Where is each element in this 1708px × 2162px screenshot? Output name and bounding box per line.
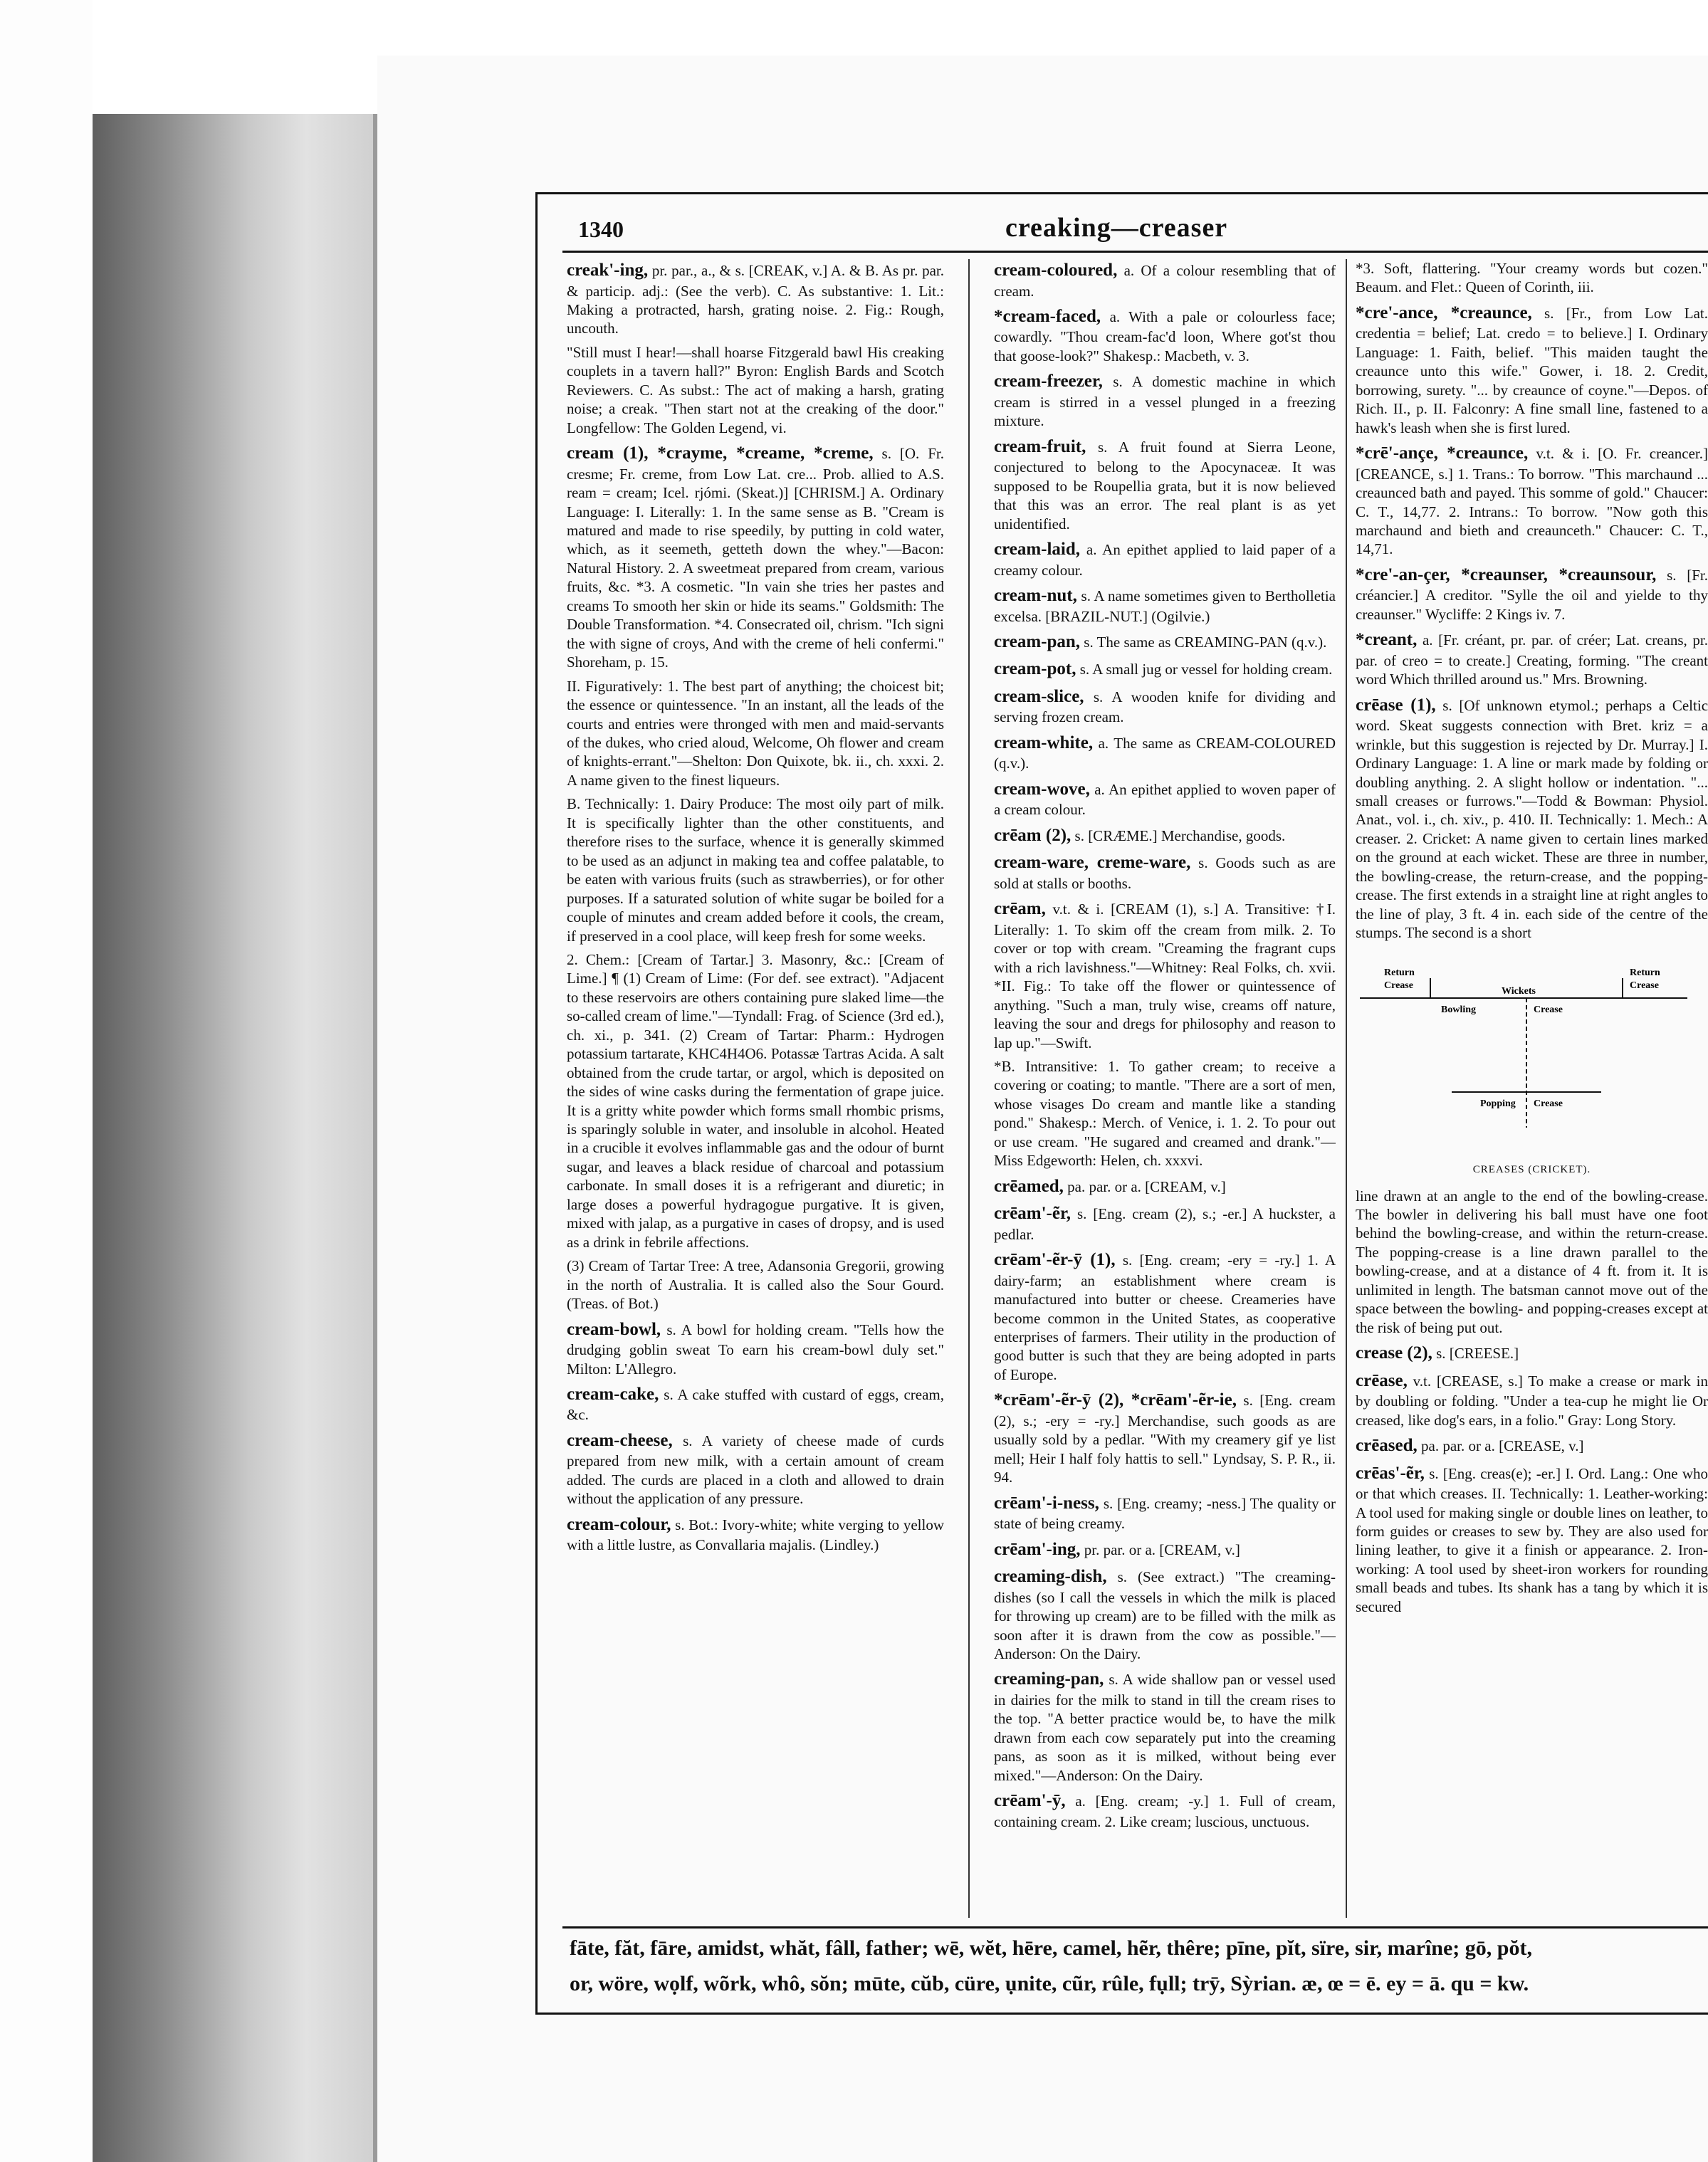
dictionary-entry (994, 631, 1336, 654)
dictionary-entry (994, 658, 1336, 681)
dictionary-entry (1356, 1342, 1708, 1365)
entry-text: pa. par. or a. [CREASE, v.] (1421, 1437, 1584, 1455)
entry-text: s. [CRÆME.] Merchandise, goods. (1074, 827, 1286, 844)
dictionary-entry (567, 1383, 944, 1424)
entry-headword: crēam'-ing, (994, 1539, 1081, 1559)
entry-headword: *cre'-ance, *creaunce, (1356, 303, 1532, 322)
label-crease-bowling: Crease (1534, 1004, 1563, 1015)
entry-text: a. Of a colour resembling that of cream. (994, 262, 1336, 300)
column-divider (1346, 259, 1347, 1918)
entry-text: s. [Eng. creas(e); -er.] I. Ord. Lang.: One who or that which creases. II. Technically: 1. Leather-working: A tool used for making single or double lines on leather, to form guides or creases to sew by. They are also used for lining leather, to give it a finish or appearance. 2. Iron-working: A tool used by sheet-iron workers for rounding small beads and tubes. Its shank has a tang by which it is secured (1356, 1464, 1708, 1615)
entry-headword: cream-ware, creme-ware, (994, 853, 1191, 873)
entry-headword: crēam'-ẽr, (994, 1204, 1072, 1224)
dictionary-entry (1356, 1434, 1708, 1457)
label-return-right: Return (1630, 967, 1660, 978)
dictionary-entry (994, 898, 1336, 1052)
entry-headword: cream-wove, (994, 779, 1090, 799)
dictionary-entry (1356, 1462, 1708, 1617)
dictionary-entry (1356, 1370, 1708, 1429)
dictionary-entry (994, 1249, 1336, 1384)
dictionary-entry (567, 1256, 944, 1313)
page-number: 1340 (578, 216, 624, 242)
entry-text: (3) Cream of Tartar Tree: A tree, Adansonia Gregorii, growing in the north of Australia. It is called also the Sour Gourd. (Treas. of Bot.) (567, 1257, 944, 1313)
entry-text: s. A name sometimes given to Bertholletia excelsa. [BRAZIL-NUT.] (Ogilvie.) (994, 587, 1336, 625)
entry-headword: cream-cheese, (567, 1430, 673, 1450)
entry-text: a. [Fr. créant, pr. par. of créer; Lat. creans, pr. par. of creo = to create.] Creating, forming. "The creant word Which thrilled around us." Mrs. Browning. (1356, 631, 1708, 688)
pronunciation-key-line-2: or, wöre, wọlf, wõrk, whô, sŏn; mūte, cŭb, cüre, ụnite, cũr, rûle, fụll; trȳ, Sỳrian. æ, œ = ē. ey = ā. qu = kw. (570, 1972, 1529, 1995)
entry-text: s. [O. Fr. cresme; Fr. creme, from Low Lat. cre... Prob. allied to A.S. ream = cream; Icel. rjómi. (Skeat.)] [CHRISM.] A. Ordinary Language: I. Literally: 1. In the same sense as B. "Cream is matured and made to rise speedily, by putting in cold water, which, as it seemeth, getteth down the whey."—Bacon: Natural History. 2. A sweetmeat prepared from cream, various fruits, &c. *3. A cosmetic. "In vain she tries her pastes and creams To smooth her skin or hide its seams." Goldsmith: The Double Transformation. *4. Consecrated oil, chrism. "Ich signi the with signe of croys, And with the creme of heli confermi." Shoreham, p. 15. (567, 445, 944, 671)
dictionary-entry (994, 1565, 1336, 1663)
dictionary-entry (994, 370, 1336, 430)
header-rule (562, 251, 1708, 253)
entry-text: s. [Eng. cream (2), s.; -ery = -ry.] Merchandise, such goods as are usually sold by a pedlar. "With my creamery gif ye list mell; Heir I half foly hattis to sell." Lyndsay, S. P. R., ii. 94. (994, 1392, 1336, 1486)
entry-text: pr. par. or a. [CREAM, v.] (1084, 1541, 1240, 1558)
entry-headword: creak'-ing, (567, 261, 649, 280)
entry-text: "Still must I hear!—shall hoarse Fitzgerald bawl His creaking couplets in a tavern hall?" Byron: English Bards and Scotch Reviewers. C. As subst.: The act of making a harsh, grating noise; a creak. "Then start not at the creaking of the door." Longfellow: The Golden Legend, vi. (567, 343, 944, 436)
pronunciation-key-line-1: fāte, făt, fāre, amidst, whăt, fâll, father; wē, wĕt, hēre, camel, hẽr, thêre; pīne, pĭt, sïre, sir, marîne; gō, pŏt, (570, 1936, 1532, 1960)
dictionary-entry (567, 1318, 944, 1378)
dictionary-entry (994, 436, 1336, 533)
dictionary-entry (994, 1668, 1336, 1785)
entry-text: a. With a pale or colourless face; cowardly. "Thou cream-fac'd loon, Where got'st thou that goose-look?" Shakesp.: Macbeth, v. 3. (994, 308, 1336, 364)
dictionary-entry (994, 732, 1336, 773)
entry-headword: creaming-dish, (994, 1567, 1107, 1587)
entry-text: s. [Eng. cream (2), s.; -er.] A huckster, a pedlar. (994, 1205, 1336, 1243)
entry-text: 2. Chem.: [Cream of Tartar.] 3. Masonry, &c.: [Cream of Lime.] ¶ (1) Cream of Lime: (For def. see extract). "Adjacent to these reservoirs are others containing pure slaked lime—the so-called cream of lime."—Tyndall: Frag. of Science (3rd ed.), ch. xi., p. 341. (2) Cream of Tartar: Pharm.: Hydrogen potassium tartarate, KHC4H4O6. Potassæ Tartras Acida. A salt obtained from the crude tartar, or argol, which is deposited on the sides of wine casks during the fermentation of grape juice. It is a gritty white powder which forms small rhombic prisms, is sparingly soluble in water, and insoluble in alcohol. Heated in a crucible it evolves inflammable gas and the odour of burnt sugar, and leaves a black residue of charcoal and potassium carbonate. In small doses it is a refrigerant and diuretic; in large doses a powerful hydragogue purgative. It is given, mixed with jalap, as a purgative in cases of dropsy, and is used as a drink in febrile affections. (567, 950, 944, 1251)
entry-headword: cream-coloured, (994, 261, 1118, 280)
figure-caption: CREASES (CRICKET). (1472, 1163, 1591, 1175)
entry-headword: cream-pot, (994, 659, 1076, 679)
entry-headword: crēam'-ẽr-ȳ (1), (994, 1250, 1116, 1270)
entry-headword: *crēam'-ẽr-ȳ (2), *crēam'-ẽr-ie, (994, 1390, 1237, 1410)
entry-headword: cream-fruit, (994, 436, 1086, 456)
entry-headword: creaming-pan, (994, 1669, 1104, 1689)
dictionary-entry (567, 1429, 944, 1508)
entry-text: pa. par. or a. [CREAM, v.] (1067, 1177, 1226, 1195)
entry-headword: crēam, (994, 899, 1046, 919)
entry-text: a. [Eng. cream; -y.] 1. Full of cream, containing cream. 2. Like cream; luscious, unctuous. (994, 1793, 1336, 1830)
dictionary-entry (1356, 629, 1708, 688)
dictionary-entry (567, 794, 944, 945)
dictionary-entry (994, 686, 1336, 727)
column-1 (567, 259, 944, 1918)
entry-text: s. (See extract.) "The creaming-dishes (so I call the vessels in which the milk is placed for throwing up cream) are to be filled with the milk as soon after it is drawn from the cow as possible."—Anderson: On the Dairy. (994, 1568, 1336, 1662)
entry-text: *B. Intransitive: 1. To gather cream; to receive a covering or coating; to mantle. "There are a sort of men, whose visages Do cream and mantle like a standing pond." Shakesp.: Merch. of Venice, i. 1. 2. To pour out or use cream. "He sugared and creamed and drank."—Miss Edgeworth: Helen, ch. xxxvi. (994, 1057, 1336, 1170)
entry-text: s. The same as CREAMING-PAN (q.v.). (1084, 633, 1327, 651)
dictionary-entry (1356, 442, 1708, 559)
dictionary-entry (567, 1513, 944, 1555)
entry-text: s. [Eng. cream; -ery = -ry.] 1. A dairy-farm; an establishment where cream is manufactured into butter or cheese. Creameries have become common in the United States, as cooperative enterprises of farmers. Their utility in the production of good butter is such that they are being adopted in parts of Europe. (994, 1251, 1336, 1383)
entry-headword: crēase (1), (1356, 695, 1436, 715)
entry-headword: cream (1), *crayme, *creame, *creme, (567, 444, 874, 463)
entry-text: a. An epithet applied to laid paper of a creamy colour. (994, 541, 1336, 579)
entry-text: s. [Of unknown etymol.; perhaps a Celtic word. Skeat suggests connection with Bret. kriz = a wrinkle, but this suggestion is rejected by Dr. Murray.] I. Ordinary Language: 1. A line or mark made by folding or doubling anything. 2. A slight hollow or indentation. "... small creases or furrows."—Todd & Bowman: Physiol. Anat., vol. i., ch. xiv., p. 410. II. Technically: 1. Mech.: A creaser. 2. Cricket: A name given to certain lines marked on the ground at each wicket. These are three in number, the bowling-crease, the return-crease, and the popping-crease. The first extends in a straight line at right angles to the line of play, 3 ft. 4 in. each side of the centre of the stumps. The second is a short (1356, 696, 1708, 942)
entry-headword: crēam'-i-ness, (994, 1493, 1099, 1513)
entry-headword: *crē'-ançe, *creaunce, (1356, 444, 1529, 463)
dictionary-entry (994, 538, 1336, 579)
entry-headword: cream-pan, (994, 631, 1081, 651)
dictionary-entry (994, 305, 1336, 365)
entry-text: a. An epithet applied to woven paper of a cream colour. (994, 780, 1336, 819)
entry-text: s. A cake stuffed with custard of eggs, cream, &c. (567, 1385, 944, 1424)
label-crease-popping: Crease (1534, 1098, 1563, 1109)
dictionary-entry (994, 1538, 1336, 1561)
entry-text: B. Technically: 1. Dairy Produce: The most oily part of milk. It is specifically lighter than the other constituents, and therefore rises to the surface, whence it is generally skimmed to be used as an adjunct in making tea and coffee palatable, to be eaten with various fruits (such as strawberries), or for other purposes. If a saturated solution of white sugar be boiled for a couple of minutes and cream added before it cools, the cream, if preserved in a cool place, will keep fresh for some weeks. (567, 795, 944, 945)
entry-text: s. A wide shallow pan or vessel used in dairies for the milk to stand in till the cream rises to the top. "A better practice would be, to have the milk drawn from each cow separately put into the creaming pans, as soon as it is milked, without being ever mixed."—Anderson: On the Dairy. (994, 1671, 1336, 1784)
creases-figure (1356, 950, 1708, 1177)
entry-text: s. A variety of cheese made of curds prepared from new milk, with a certain amount of cream added. The curds are placed in a cloth and allowed to drain without the application of any pressure. (567, 1432, 944, 1508)
dictionary-entry (994, 851, 1336, 893)
entry-text: v.t. [CREASE, s.] To make a crease or mark in by doubling or folding. "Under a tea-cup he might lie Or creased, like dog's ears, in a folio." Gray: Long Story. (1356, 1372, 1708, 1429)
dictionary-entry (567, 677, 944, 790)
label-return-left: Return (1384, 967, 1415, 978)
entry-headword: *cre'-an-çer, *creaunser, *creaunsour, (1356, 565, 1657, 584)
dictionary-entry (994, 1492, 1336, 1533)
entry-text: s. A fruit found at Sierra Leone, conjectured to belong to the Apocynaceæ. It was supposed to be Roupellia grata, but it is now believed that this was an error. The real plant is as yet unidentified. (994, 438, 1336, 532)
label-wickets: Wickets (1502, 985, 1536, 997)
entry-text: s. [Fr., from Low Lat. credentia = belief; Lat. credo = to believe.] I. Ordinary Language: 1. Faith, belief. "This maiden taught the creaunce unto this wife." Gower, i. 18. 2. Credit, borrowing, surety. "... by creaunce of coyne."—Depos. of Rich. II., p. II. Falconry: A fine small line, fastened to a hawk's leash when she is first lured. (1356, 304, 1708, 436)
entry-text: s. A wooden knife for dividing and serving frozen cream. (994, 688, 1336, 726)
column-divider (968, 259, 970, 1918)
dictionary-entry (994, 778, 1336, 819)
dictionary-entry (1356, 302, 1708, 437)
running-title: creaking—creaser (1005, 213, 1228, 243)
entry-headword: crēas'-ẽr, (1356, 1463, 1425, 1483)
dictionary-entry (1356, 564, 1708, 624)
entry-text: s. [CREESE.] (1436, 1345, 1519, 1363)
dictionary-entry (994, 1175, 1336, 1198)
entry-text: pr. par., a., & s. [CREAK, v.] A. & B. As pr. par. & particip. adj.: (See the verb). C. As substantive: 1. Lit.: Making a protracted, harsh, grating noise. 2. Fig.: Rough, uncouth. (567, 262, 944, 337)
scan-background (0, 0, 93, 2162)
entry-text: s. A bowl for holding cream. "Tells how the drudging goblin sweat To earn his cream-bowl duly set." Milton: L'Allegro. (567, 1321, 944, 1378)
label-crease-left: Crease (1384, 980, 1413, 991)
column-3 (1356, 259, 1708, 1918)
dictionary-entry (567, 442, 944, 671)
dictionary-entry (994, 1790, 1336, 1831)
entry-text: s. A small jug or vessel for holding cream. (1079, 661, 1333, 678)
entry-headword: *creant, (1356, 630, 1418, 650)
entry-text: *3. Soft, flattering. "Your creamy words but cozen." Beaum. and Flet.: Queen of Corinth, iii. (1356, 260, 1708, 296)
entry-headword: cream-white, (994, 733, 1094, 752)
entry-headword: crēase, (1356, 1370, 1408, 1390)
dictionary-entry (1356, 259, 1708, 297)
entry-headword: *cream-faced, (994, 306, 1101, 326)
dictionary-entry (994, 1057, 1336, 1170)
entry-headword: crēamed, (994, 1176, 1064, 1196)
entry-text: v.t. & i. [CREAM (1), s.] A. Transitive: †I. Literally: 1. To skim off the cream from milk. 2. To cover or top with cream. "Creaming the fragrant cups with a rich lavishness."—Whitney: Real Folks, ch. xvii. *II. Fig.: To take off the flower or quintessence of anything. "Such a man, truly wise, creams off nature, leaving the sour and dregs for philosophy and reason to lap up."—Swift. (994, 901, 1336, 1051)
entry-headword: crēam'-ȳ, (994, 1791, 1066, 1811)
dictionary-entry (994, 1389, 1336, 1486)
label-popping: Popping (1480, 1098, 1516, 1109)
entry-headword: cream-bowl, (567, 1319, 661, 1339)
entry-text: v.t. & i. [O. Fr. creancer.] [CREANCE, s.] 1. Trans.: To borrow. "This marchaund ... creaunced bath and payed. This somme of gold." Chaucer: C. T., 14,77. 2. Intrans.: To borrow. "Now goth this marchaund and bieth and creaunceth." Chaucer: C. T., 14,71. (1356, 445, 1708, 558)
book-spine-edge (93, 114, 377, 2162)
dictionary-entry (567, 950, 944, 1251)
entry-headword: cream-colour, (567, 1514, 671, 1534)
dictionary-entry (994, 1202, 1336, 1244)
entry-headword: crease (2), (1356, 1343, 1432, 1363)
footer-rule (562, 1926, 1708, 1929)
column-2 (994, 259, 1336, 1918)
entry-text: s. [Eng. creamy; -ness.] The quality or state of being creamy. (994, 1494, 1336, 1533)
entry-text: s. Goods such as are sold at stalls or booths. (994, 854, 1336, 892)
entry-headword: cream-nut, (994, 586, 1077, 606)
entry-headword: cream-freezer, (994, 372, 1103, 392)
entry-text: s. A domestic machine in which cream is stirred in a vessel plunged in a freezing mixture. (994, 373, 1336, 430)
entry-headword: cream-slice, (994, 686, 1084, 706)
entry-headword: crēased, (1356, 1436, 1418, 1456)
dictionary-entry (1356, 694, 1708, 943)
dictionary-entry (994, 259, 1336, 300)
entry-headword: crēam (2), (994, 825, 1072, 845)
dictionary-entry (567, 259, 944, 338)
entry-text: II. Figuratively: 1. The best part of anything; the choicest bit; the essence or quintessence. "In an instant, all the leads of the courts and entries were thronged with men and maid-servants of the dukes, who cried aloud, Welcome, Oh flower and cream of knights-errant."—Shelton: Don Quixote, bk. ii., ch. xxxi. 2. A name given to the finest liqueurs. (567, 677, 944, 789)
label-bowling: Bowling (1441, 1004, 1477, 1015)
dictionary-entry (567, 343, 944, 437)
dictionary-entry (994, 824, 1336, 847)
dictionary-entry (994, 584, 1336, 626)
entry-text: s. Bot.: Ivory-white; white verging to yellow with a little lustre, as Convallaria majalis. (Lindley.) (567, 1516, 944, 1554)
entry-headword: cream-laid, (994, 540, 1081, 560)
dictionary-entry (1356, 1187, 1708, 1338)
entry-text: line drawn at an angle to the end of the bowling-crease. The bowler in delivering his ball must have one foot behind the bowling-crease, and within the return-crease. The popping-crease is a line drawn parallel to the bowling-crease, and at a distance of 4 ft. from it. It is unlimited in length. The batsman cannot move out of the space between the bowling- and popping-creases except at the risk of being put out. (1356, 1187, 1708, 1336)
label-crease-right: Crease (1630, 980, 1659, 991)
entry-headword: cream-cake, (567, 1384, 659, 1404)
entry-text: s. [Fr. créancier.] A creditor. "Sylle the oil and yielde to thy creaunser." Wycliffe: 2 Kings iv. 7. (1356, 566, 1708, 623)
entry-text: a. The same as CREAM-COLOURED (q.v.). (994, 734, 1336, 772)
